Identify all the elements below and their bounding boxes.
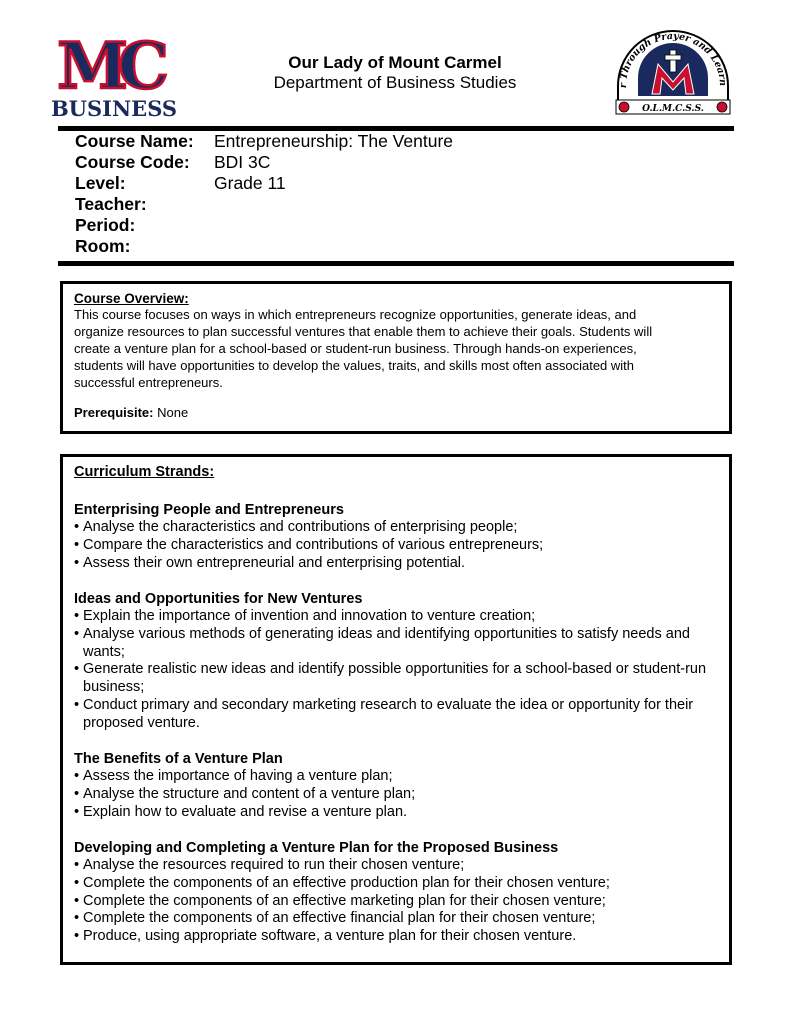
strand-benefits-venture-plan bbox=[74, 750, 714, 821]
prerequisite-label: Prerequisite: bbox=[74, 405, 154, 420]
department-name: Department of Business Studies bbox=[273, 73, 517, 92]
list-item: • Complete the components of an effective financial plan for their chosen venture; bbox=[74, 910, 596, 927]
svg-text:MC: MC bbox=[57, 29, 159, 104]
list-item: • Analyse the resources required to run their chosen venture; bbox=[74, 857, 465, 873]
mc-business-logo bbox=[50, 22, 178, 121]
list-item: • Compare the characteristics and contributions of various entrepreneurs; bbox=[74, 536, 544, 553]
svg-text:Our Through Prayer and Learnin: r Through Prayer and Learn bbox=[617, 30, 729, 89]
list-item: • Explain the importance of invention and innovation to venture creation; bbox=[74, 608, 536, 624]
list-item: • Assess the importance of having a venture plan; bbox=[74, 768, 393, 784]
course-code-value: BDI 3C bbox=[214, 152, 271, 172]
prerequisite-value: None bbox=[157, 405, 189, 420]
strand-heading: The Benefits of a Venture Plan bbox=[74, 751, 283, 767]
strand-heading: Developing and Completing a Venture Plan for the Proposed Business bbox=[74, 840, 559, 856]
curriculum-strands-box bbox=[60, 454, 732, 965]
strands-title: Curriculum Strands: bbox=[74, 464, 215, 480]
overview-title: Course Overview: bbox=[74, 291, 189, 306]
list-item: • Assess their own entrepreneurial and enterprising potential. bbox=[74, 554, 466, 571]
list-item: • Produce, using appropriate software, a venture plan for their chosen venture. bbox=[74, 928, 577, 945]
list-item: • Analyse the characteristics and contributions of enterprising people; bbox=[74, 519, 518, 535]
svg-text:BUSINESS: BUSINESS bbox=[50, 96, 178, 121]
level-value: Grade 11 bbox=[214, 173, 286, 193]
level-label: Level: bbox=[75, 173, 126, 193]
course-name-value: Entrepreneurship: The Venture bbox=[214, 131, 454, 151]
overview-text: This course focuses on ways in which entrepreneurs recognize opportunities, generate ideas, and organize resources to plan successful ventures that enable them to achieve their goals. Students will create a venture plan for a school-based or student-run business. Through hands-on experiences, students will have opportunities to develop the values, traits, and skills most often associated with successful entrepreneurs. bbox=[74, 307, 653, 390]
list-item: • Generate realistic new ideas and identify possible opportunities for a school-based or student-run business; bbox=[74, 661, 707, 696]
list-item: • Conduct primary and secondary marketing research to evaluate the idea or opportunity for their proposed venture. bbox=[74, 696, 694, 731]
list-item: • Analyse the structure and content of a venture plan; bbox=[74, 785, 416, 802]
strand-enterprising-people bbox=[74, 501, 714, 572]
school-name: Our Lady of Mount Carmel bbox=[288, 53, 502, 72]
list-item: • Complete the components of an effective marketing plan for their chosen venture; bbox=[74, 892, 606, 909]
prerequisite bbox=[74, 405, 188, 420]
room-label: Room: bbox=[75, 236, 131, 256]
list-item: • Explain how to evaluate and revise a venture plan. bbox=[74, 803, 408, 820]
list-item: • Analyse various methods of generating ideas and identifying opportunities to satisfy needs and wants; bbox=[74, 625, 690, 660]
strand-heading: Enterprising People and Entrepreneurs bbox=[74, 502, 344, 518]
header-divider-bottom bbox=[58, 261, 734, 266]
list-item: • Complete the components of an effective production plan for their chosen venture; bbox=[74, 874, 610, 891]
teacher-label: Teacher: bbox=[75, 194, 147, 214]
strand-ideas-opportunities bbox=[74, 590, 714, 733]
strand-developing-venture-plan bbox=[74, 839, 714, 946]
strand-heading: Ideas and Opportunities for New Ventures bbox=[74, 591, 363, 607]
course-name-label: Course Name: bbox=[75, 131, 194, 151]
course-code-label: Course Code: bbox=[75, 152, 190, 172]
course-overview-box bbox=[60, 281, 732, 434]
crest-initials: O.L.M.C.S.S. bbox=[642, 104, 704, 114]
period-label: Period: bbox=[75, 215, 136, 235]
olmcss-crest-logo bbox=[608, 24, 738, 116]
